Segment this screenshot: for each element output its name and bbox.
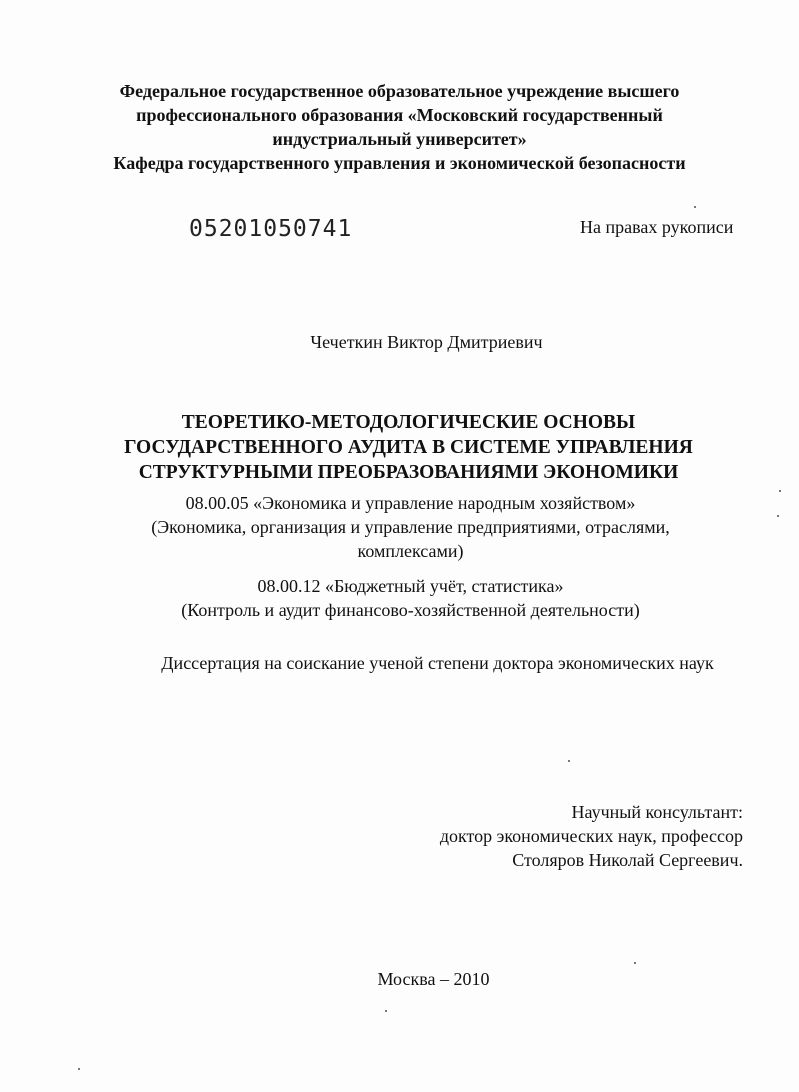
dissertation-title — [9, 410, 799, 485]
header-line-2: профессионального образования «Московский государственный — [136, 105, 663, 125]
specialty-1 — [11, 491, 799, 563]
title-line-1: ТЕОРЕТИКО-МЕТОДОЛОГИЧЕСКИЕ ОСНОВЫ — [181, 412, 636, 433]
consultant-credentials: доктор экономических наук, профессор — [439, 826, 743, 846]
header-line-3: индустриальный университет» — [272, 129, 527, 149]
scan-speck — [777, 515, 779, 517]
scan-speck — [779, 490, 781, 492]
scan-speck — [78, 1068, 80, 1070]
consultant-name: Столяров Николай Сергеевич. — [512, 850, 743, 870]
registration-number: 05201050741 — [189, 216, 353, 242]
institution-header — [0, 79, 799, 175]
title-line-3: СТРУКТУРНЫМИ ПРЕОБРАЗОВАНИЯМИ ЭКОНОМИКИ — [138, 462, 679, 483]
header-line-1: Федеральное государственное образовательное учреждение высшего — [119, 81, 680, 101]
specialty-1-desc-2: комплексами) — [357, 541, 464, 561]
scan-speck — [385, 1010, 387, 1012]
specialty-2-desc: (Контроль и аудит финансово-хозяйственной деятельности) — [181, 600, 640, 620]
specialty-1-desc-1: (Экономика, организация и управление предприятиями, отраслями, — [151, 517, 670, 537]
specialty-2-code: 08.00.12 «Бюджетный учёт, статистика» — [257, 576, 564, 596]
degree-statement: Диссертация на соискание ученой степени доктора экономических наук — [161, 653, 714, 673]
department-line: Кафедра государственного управления и экономической безопасности — [113, 153, 686, 173]
manuscript-note: На правах рукописи — [580, 217, 734, 237]
consultant-label: Научный консультант: — [571, 802, 743, 822]
scan-speck — [568, 760, 570, 762]
city-year: Москва – 2010 — [377, 969, 490, 989]
specialty-2 — [11, 574, 799, 622]
scan-speck — [634, 962, 636, 964]
title-line-2: ГОСУДАРСТВЕННОГО АУДИТА В СИСТЕМЕ УПРАВЛЕНИЯ — [124, 437, 693, 458]
specialty-1-code: 08.00.05 «Экономика и управление народным хозяйством» — [185, 493, 636, 513]
scientific-consultant — [440, 800, 743, 872]
scan-speck — [694, 206, 696, 208]
author-name: Чечеткин Виктор Дмитриевич — [310, 332, 543, 352]
